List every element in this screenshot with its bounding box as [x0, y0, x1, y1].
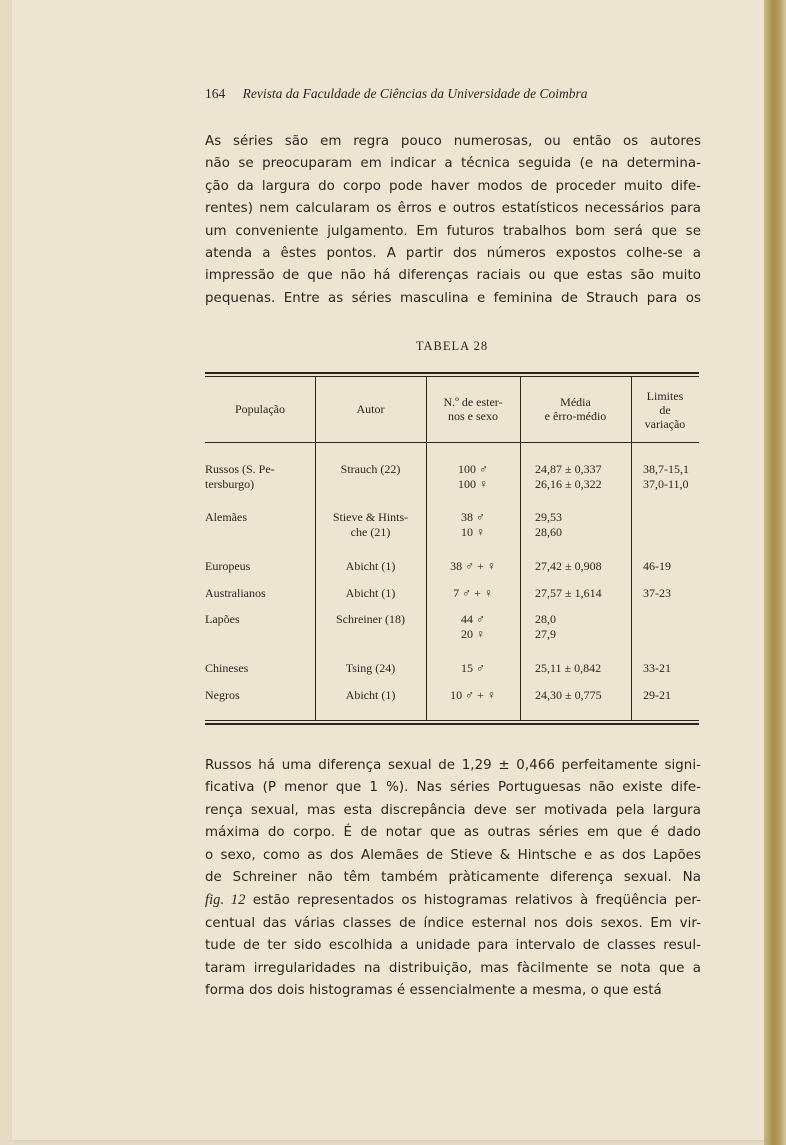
text-line-rest: estão representados os histogramas relativos à freqüência per-: [252, 893, 701, 909]
cell-n-esternos-line: 38 ♂ + ♀: [450, 559, 496, 573]
cell-limites-line: 38,7-15,1: [643, 462, 689, 476]
cell-populacao-line: [205, 627, 313, 642]
cell-populacao: [205, 688, 313, 718]
book-page: [12, 0, 764, 1140]
cell-autor-line: Schreiner (18): [336, 612, 405, 626]
cell-populacao-line: Europeus: [205, 559, 251, 573]
cell-n-esternos: [426, 688, 520, 718]
cell-media: [535, 612, 631, 642]
journal-title: Revista da Faculdade de Ciências da Universidade de Coimbra: [242, 86, 588, 101]
cell-n-esternos-line: 100 ♂: [458, 462, 488, 476]
book-spine: [764, 0, 786, 1145]
table-caption: TABELA 28: [415, 339, 489, 353]
cell-n-esternos: [426, 612, 520, 642]
data-table: [205, 372, 699, 728]
cell-populacao-line: [205, 703, 313, 718]
cell-media: [535, 559, 631, 589]
cell-populacao-line: Chineses: [205, 661, 249, 675]
cell-n-esternos-line: 10 ♂ + ♀: [450, 688, 496, 702]
cell-limites-line: [643, 510, 699, 525]
header-n-esternos-line2: nos e sexo: [448, 409, 498, 423]
cell-autor-line: [315, 703, 426, 718]
cell-limites-line: [643, 703, 699, 718]
cell-media-line: 24,87 ± 0,337: [535, 462, 602, 476]
cell-limites-line: 33-21: [643, 661, 671, 675]
cell-autor: [315, 661, 426, 691]
cell-media-line: 27,57 ± 1,614: [535, 586, 602, 600]
cell-n-esternos: [426, 462, 520, 492]
cell-populacao-line: [205, 525, 313, 540]
cell-n-esternos-line: 20 ♀: [461, 627, 485, 641]
cell-limites-line: [643, 612, 699, 627]
cell-media: [535, 462, 631, 492]
cell-limites-line: [643, 627, 699, 642]
cell-autor: [315, 612, 426, 642]
header-limites: [631, 389, 699, 431]
cell-autor-line: che (21): [350, 525, 391, 539]
text-line: Russos há uma diferença sexual de 1,29 ± 0,466 perfeitamente signi-: [205, 758, 701, 773]
table-bottom-rule: [205, 723, 699, 725]
text-line: impressão de que não há diferenças raciais ou que estas são muito: [205, 268, 701, 284]
cell-n-esternos: [426, 661, 520, 691]
cell-n-esternos: [426, 559, 520, 589]
cell-n-esternos-line: 10 ♀: [461, 525, 485, 539]
cell-media: [535, 661, 631, 691]
text-line: um conveniente julgamento. Em futuros trabalhos bom será que se: [205, 223, 701, 239]
text-line: centual das várias classes de índice esternal nos dois sexos. Em vir-: [205, 915, 701, 931]
cell-populacao: [205, 612, 313, 642]
text-line: ficativa (P menor que 1 %). Nas séries Portuguesas não existe dife-: [205, 780, 701, 796]
header-media-line2: e êrro-médio: [544, 409, 607, 423]
running-head: [205, 86, 685, 102]
cell-autor-line: Abicht (1): [345, 688, 396, 702]
cell-populacao-line: Australianos: [205, 586, 266, 600]
header-limites-line3: variação: [644, 417, 686, 431]
page-number: 164: [205, 86, 226, 101]
cell-populacao: [205, 661, 313, 691]
header-autor: Autor: [356, 402, 385, 416]
cell-limites: [643, 688, 699, 718]
table-top-rule: [205, 372, 699, 374]
cell-media-line: [535, 703, 631, 718]
cell-populacao-line: Alemães: [205, 510, 247, 524]
cell-autor-line: Strauch (22): [340, 462, 401, 476]
cell-media: [535, 688, 631, 718]
cell-populacao: [205, 462, 313, 492]
text-line: ção da largura do corpo pode haver modos de proceder muito dife-: [205, 178, 701, 194]
cell-autor-line: Tsing (24): [345, 661, 396, 675]
cell-media-line: 28,0: [535, 612, 556, 626]
header-n-esternos-line1: N.º de ester-: [443, 395, 503, 409]
text-line: taram irregularidades na distribuição, mas fàcilmente se nota que a: [205, 960, 701, 976]
cell-media-line: 24,30 ± 0,775: [535, 688, 602, 702]
paragraph-bottom: [205, 755, 701, 1002]
paragraph-top: [205, 131, 701, 310]
cell-autor: [315, 559, 426, 589]
header-media-line1: Média: [560, 395, 591, 409]
cell-populacao-line: Negros: [205, 688, 240, 702]
text-line: não se preocuparam em indicar a técnica seguida (e na determina-: [205, 156, 701, 172]
cell-media-line: 27,42 ± 0,908: [535, 559, 602, 573]
column-divider: [520, 377, 521, 720]
cell-autor: [315, 462, 426, 492]
cell-n-esternos-line: 7 ♂ + ♀: [453, 586, 493, 600]
cell-media-line: 28,60: [535, 525, 562, 539]
cell-n-esternos: [426, 510, 520, 540]
cell-autor-line: Abicht (1): [345, 586, 396, 600]
text-line: rentes) nem calcularam os êrros e outros estatísticos necessários para: [205, 201, 701, 217]
cell-media-line: 27,9: [535, 627, 556, 641]
text-line: tude de ter sido escolhida a unidade para intervalo de classes resul-: [205, 938, 701, 954]
cell-media-line: 29,53: [535, 510, 562, 524]
cell-limites: [643, 510, 699, 540]
text-line: pequenas. Entre as séries masculina e feminina de Strauch para os: [205, 290, 701, 306]
cell-media-line: 26,16 ± 0,322: [535, 477, 602, 491]
cell-populacao-line: Lapões: [205, 612, 240, 626]
cell-autor-line: Stieve & Hints-: [332, 510, 409, 524]
cell-n-esternos-line: 15 ♂: [461, 661, 485, 675]
cell-populacao-line: Russos (S. Pe-: [205, 462, 275, 476]
cell-autor-line: Abicht (1): [345, 559, 396, 573]
cell-n-esternos-line: 38 ♂: [461, 510, 485, 524]
text-line: o sexo, como as dos Alemães de Stieve & Hintsche e as dos Lapões: [205, 847, 701, 863]
cell-autor-line: [315, 477, 426, 492]
text-line: atenda a êstes pontos. A partir dos números expostos colhe-se a: [205, 246, 701, 262]
cell-limites-line: 29-21: [643, 688, 671, 702]
cell-populacao: [205, 510, 313, 540]
cell-limites-line: 37,0-11,0: [643, 477, 689, 491]
cell-autor-line: [315, 627, 426, 642]
cell-limites-line: [643, 525, 699, 540]
figure-reference: fig. 12: [205, 892, 246, 909]
cell-autor: [315, 510, 426, 540]
header-media: [520, 395, 631, 423]
text-line: As séries são em regra pouco numerosas, ou então os autores: [205, 134, 701, 149]
header-rule: [205, 442, 699, 443]
cell-n-esternos-line: 44 ♂: [461, 612, 485, 626]
cell-limites-line: 37-23: [643, 586, 671, 600]
text-line: [205, 889, 701, 912]
header-limites-line2: de: [659, 403, 671, 417]
header-populacao: População: [235, 402, 285, 416]
cell-autor: [315, 688, 426, 718]
cell-media-line: 25,11 ± 0,842: [535, 661, 602, 675]
text-line: de Schreiner não têm também pràticamente diferença sexual. Na: [205, 870, 701, 886]
cell-limites: [643, 612, 699, 642]
header-n-esternos: [426, 395, 520, 423]
cell-populacao: [205, 559, 313, 589]
text-line: rença sexual, mas esta discrepância deve ser motivada pela largura: [205, 802, 701, 818]
table-top-rule-thin: [205, 376, 699, 377]
cell-limites: [643, 559, 699, 589]
cell-media: [535, 510, 631, 540]
table-bottom-rule-thin: [205, 720, 699, 721]
cell-limites-line: 46-19: [643, 559, 671, 573]
cell-n-esternos-line: [426, 703, 520, 718]
header-limites-line1: Limites: [646, 389, 684, 403]
cell-limites: [643, 462, 699, 492]
text-line: forma dos dois histogramas é essencialmente a mesma, o que está: [205, 983, 662, 999]
cell-n-esternos-line: 100 ♀: [458, 477, 488, 491]
cell-limites: [643, 661, 699, 691]
text-line: máxima do corpo. É de notar que as outras séries em que é dado: [205, 825, 701, 841]
cell-populacao-line: tersburgo): [205, 477, 255, 491]
